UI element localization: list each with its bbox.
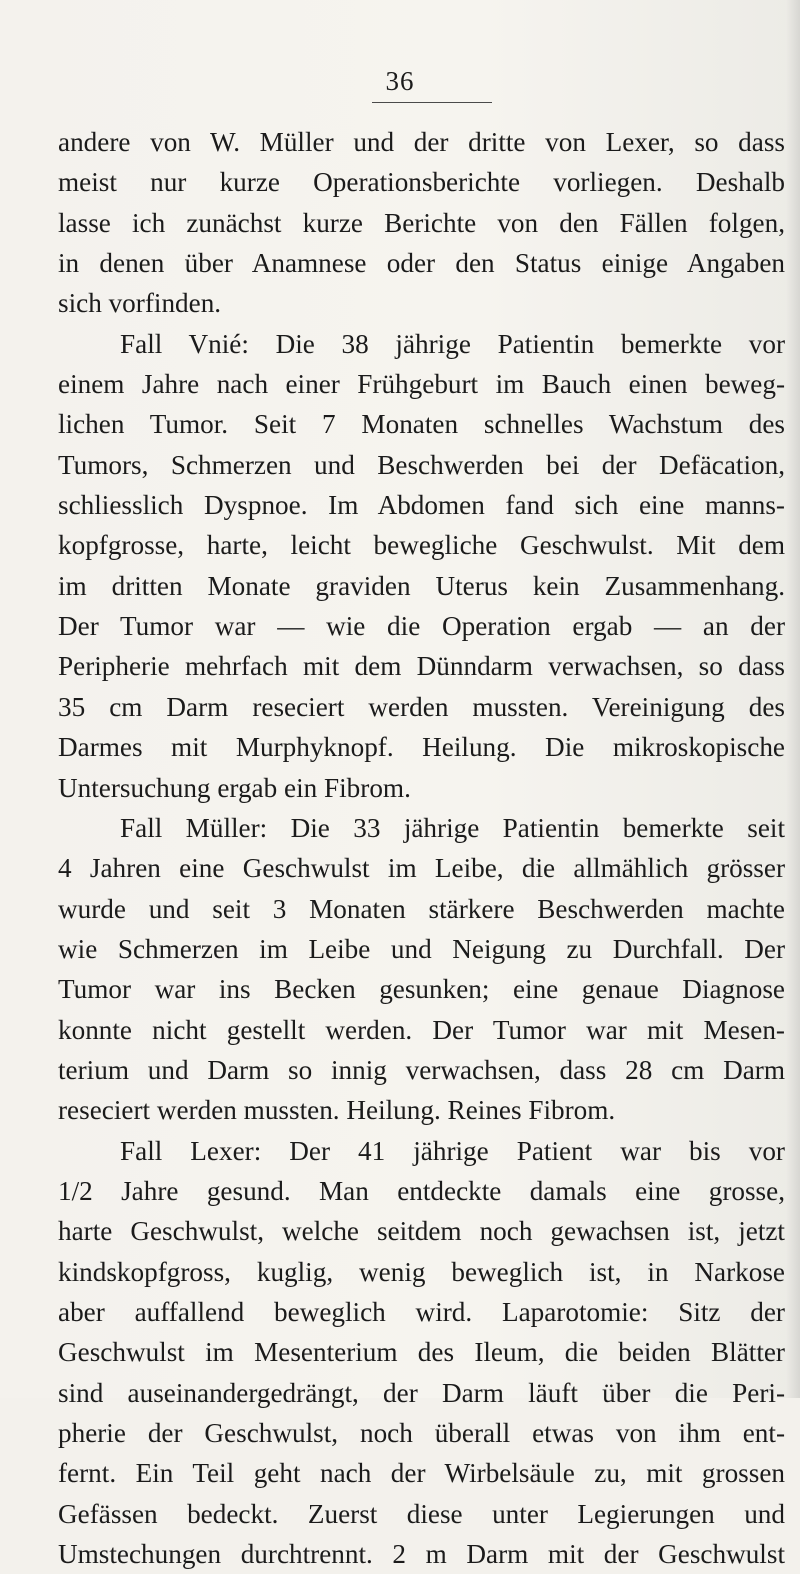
text-line: meist nur kurze Operationsberichte vorliegen. Deshalb [58, 167, 785, 198]
text-line: andere von W. Müller und der dritte von Lexer, so dass [58, 127, 785, 157]
text-line: reseciert werden mussten. Heilung. Reines Fibrom. [58, 1095, 616, 1126]
text-line: Darmes mit Murphyknopf. Heilung. Die mikroskopische [58, 732, 785, 763]
text-line: harte Geschwulst, welche seitdem noch gewachsen ist, jetzt [58, 1216, 785, 1247]
text-line: wie Schmerzen im Leibe und Neigung zu Durchfall. Der [58, 933, 785, 964]
text-line: kindskopfgross, kuglig, wenig beweglich ist, in Narkose [58, 1256, 785, 1287]
text-line: wurde und seit 3 Monaten stärkere Beschwerden machte [58, 893, 785, 924]
text-line: Tumors, Schmerzen und Beschwerden bei der Defäcation, [58, 449, 785, 480]
text-line: sich vorfinden. [58, 288, 222, 319]
page-number-rule [372, 102, 492, 103]
text-line: Gefässen bedeckt. Zuerst diese unter Legierungen und [58, 1498, 785, 1529]
text-line-case-mueller: Fall Müller: Die 33 jährige Patientin bemerkte seit [120, 812, 785, 843]
text-line: Peripherie mehrfach mit dem Dünndarm verwachsen, so dass [58, 651, 785, 682]
text-line: in denen über Anamnese oder den Status einige Angaben [58, 248, 785, 279]
text-line: terium und Darm so innig verwachsen, dass 28 cm Darm [58, 1054, 785, 1085]
text-line: lichen Tumor. Seit 7 Monaten schnelles Wachstum des [58, 409, 785, 440]
text-line: sind auseinandergedrängt, der Darm läuft über die Peri- [58, 1377, 785, 1408]
text-line: 35 cm Darm reseciert werden mussten. Vereinigung des [58, 691, 785, 722]
text-line: kopfgrosse, harte, leicht bewegliche Geschwulst. Mit dem [58, 530, 785, 561]
text-line: Tumor war ins Becken gesunken; eine genaue Diagnose [58, 974, 785, 1005]
text-line: einem Jahre nach einer Frühgeburt im Bauch einen beweg- [58, 369, 785, 400]
text-line: pherie der Geschwulst, noch überall etwas von ihm ent- [58, 1418, 785, 1448]
page-edge-shadow [786, 0, 800, 1398]
text-line: Umstechungen durchtrennt. 2 m Darm mit der Geschwulst [58, 1539, 785, 1570]
text-line: Untersuchung ergab ein Fibrom. [58, 772, 411, 803]
page-number: 36 [385, 66, 415, 96]
text-line: schliesslich Dyspnoe. Im Abdomen fand sich eine manns- [58, 490, 785, 521]
text-line: konnte nicht gestellt werden. Der Tumor war mit Mesen- [58, 1014, 785, 1045]
text-line-case-vnie: Fall Vnié: Die 38 jährige Patientin bemerkte vor [120, 328, 785, 359]
body-text [58, 122, 785, 1574]
text-line-case-lexer: Fall Lexer: Der 41 jährige Patient war bis vor [120, 1135, 785, 1166]
text-line: 1/2 Jahre gesund. Man entdeckte damals eine grosse, [58, 1175, 785, 1206]
text-line: Der Tumor war — wie die Operation ergab — an der [58, 611, 785, 642]
text-line: Geschwulst im Mesenterium des Ileum, die beiden Blätter [58, 1337, 785, 1368]
text-line: aber auffallend beweglich wird. Laparotomie: Sitz der [58, 1296, 785, 1327]
text-line: im dritten Monate graviden Uterus kein Zusammenhang. [58, 570, 785, 601]
text-line: 4 Jahren eine Geschwulst im Leibe, die allmählich grösser [58, 853, 785, 884]
text-line: lasse ich zunächst kurze Berichte von den Fällen folgen, [58, 207, 785, 238]
text-line: fernt. Ein Teil geht nach der Wirbelsäule zu, mit grossen [58, 1458, 785, 1489]
